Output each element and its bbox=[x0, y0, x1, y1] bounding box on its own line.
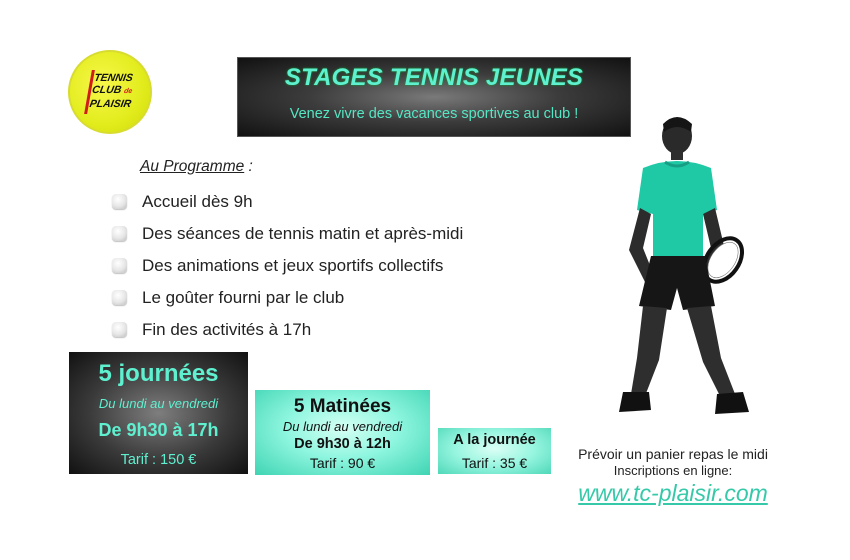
bullet-icon bbox=[112, 322, 127, 337]
offer-title: 5 Matinées bbox=[293, 396, 392, 417]
list-item-label: Fin des activités à 17h bbox=[142, 320, 312, 339]
bullet-icon bbox=[112, 258, 127, 273]
logo-line3: PLAISIR bbox=[88, 98, 133, 110]
page-subtitle: Venez vivre des vacances sportives au club ! bbox=[289, 106, 579, 122]
list-item bbox=[112, 186, 463, 218]
logo-line1: TENNIS bbox=[93, 72, 134, 84]
offer-5-mornings bbox=[255, 390, 430, 475]
list-item bbox=[112, 282, 463, 314]
list-item-label: Des séances de tennis matin et après-midi bbox=[142, 224, 464, 243]
website-link[interactable]: www.tc-plaisir.com bbox=[578, 480, 768, 506]
offer-title: 5 journées bbox=[98, 360, 219, 387]
list-item-label: Accueil dès 9h bbox=[142, 192, 253, 211]
offer-title: A la journée bbox=[453, 432, 536, 448]
page-title: STAGES TENNIS JEUNES bbox=[284, 64, 584, 91]
programme-list bbox=[112, 186, 463, 346]
header-banner bbox=[238, 58, 630, 136]
registration-note: Inscriptions en ligne: bbox=[613, 463, 733, 478]
logo-line2: CLUB de bbox=[91, 84, 133, 96]
offer-hours: De 9h30 à 17h bbox=[98, 420, 219, 440]
tennis-player-illustration bbox=[585, 110, 765, 430]
list-item bbox=[112, 314, 463, 346]
list-item-label: Des animations et jeux sportifs collectifs bbox=[142, 256, 444, 275]
bullet-icon bbox=[112, 226, 127, 241]
offer-5-days bbox=[69, 352, 248, 474]
programme-heading bbox=[140, 158, 253, 176]
offer-price: Tarif : 35 € bbox=[461, 455, 528, 471]
bullet-icon bbox=[112, 290, 127, 305]
meal-note: Prévoir un panier repas le midi bbox=[578, 446, 768, 462]
logo-line2-small: de bbox=[123, 88, 133, 95]
offer-price: Tarif : 150 € bbox=[120, 452, 197, 468]
offer-one-day bbox=[438, 428, 551, 474]
offer-days: Du lundi au vendredi bbox=[98, 396, 219, 411]
offer-price: Tarif : 90 € bbox=[309, 455, 376, 471]
list-item bbox=[112, 218, 463, 250]
logo-text bbox=[89, 72, 152, 110]
bullet-icon bbox=[112, 194, 127, 209]
list-item bbox=[112, 250, 463, 282]
programme-title-suffix: : bbox=[244, 158, 253, 175]
list-item-label: Le goûter fourni par le club bbox=[142, 288, 345, 307]
offer-days: Du lundi au vendredi bbox=[282, 419, 403, 434]
programme-title: Au Programme bbox=[140, 158, 245, 175]
offer-hours: De 9h30 à 12h bbox=[294, 436, 391, 452]
club-logo bbox=[68, 50, 152, 134]
